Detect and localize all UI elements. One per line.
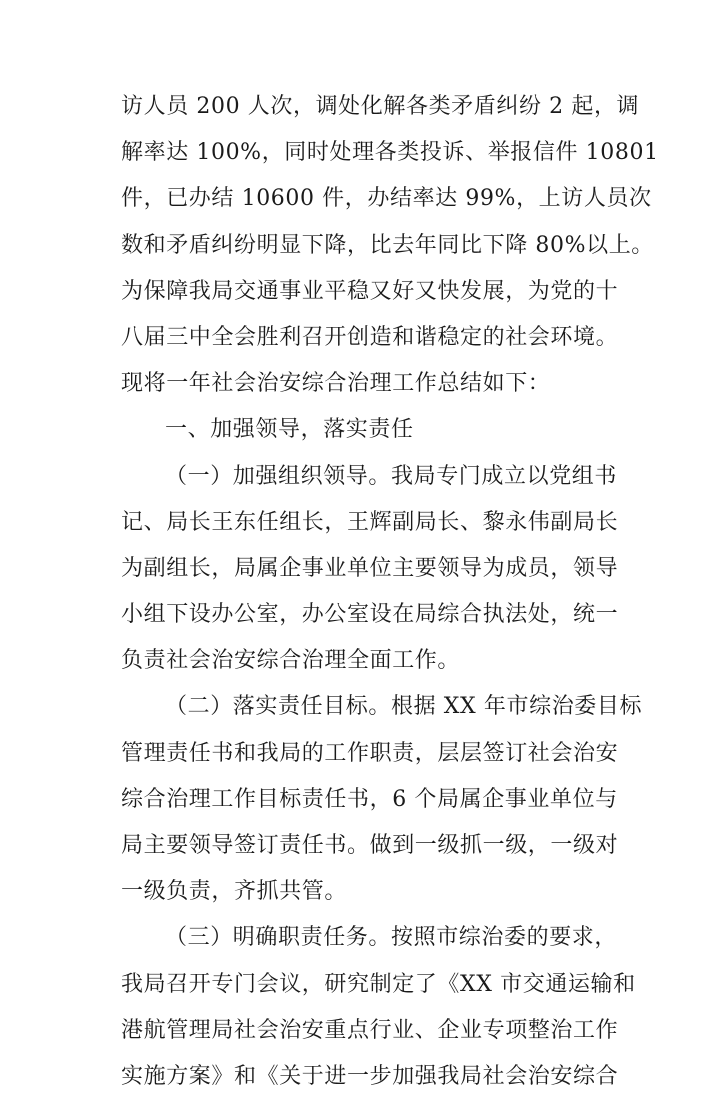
text-line: （一）加强组织领导。我局专门成立以党组书 [165,463,618,489]
text-line: 数和矛盾纠纷明显下降，比去年同比下降 80%以上。 [121,232,654,258]
text-line: 综合治理工作目标责任书，6 个局属企事业单位与 [121,786,618,812]
text-line: （三）明确职责任务。按照市综治委的要求， [165,925,618,951]
text-line: 访人员 200 人次，调处化解各类矛盾纠纷 2 起，调 [121,94,640,119]
text-line: 解率达 100%，同时处理各类投诉、举报信件 10801 [121,140,659,166]
text-line: 小组下设办公室，办公室设在局综合执法处，统一 [121,602,619,628]
text-line: 港航管理局社会治安重点行业、企业专项整治工作 [121,1017,619,1043]
text-line: 负责社会治安综合治理全面工作。 [121,648,461,674]
text-line: 为保障我局交通事业平稳又好又快发展，为党的十 [121,278,619,304]
text-line: 件，已办结 10600 件，办结率达 99%，上访人员次 [121,186,652,212]
text-line: 局主要领导签订责任书。做到一级抓一级，一级对 [121,833,619,858]
text-line: 管理责任书和我局的工作职责，层层签订社会治安 [121,740,619,766]
text-line: 记、局长王东任组长，王辉副局长、黎永伟副局长 [121,509,619,535]
text-line: 一级负责，齐抓共管。 [121,879,348,905]
text-line: 实施方案》和《关于进一步加强我局社会治安综合 [121,1063,619,1089]
text-line: （二）落实责任目标。根据 XX 年市综治委目标 [165,694,643,720]
text-line: 现将一年社会治安综合治理工作总结如下： [121,371,551,397]
text-line: 我局召开专门会议，研究制定了《XX 市交通运输和 [121,971,636,997]
text-line: 八届三中全会胜利召开创造和谐稳定的社会环境。 [121,324,619,350]
section-heading: 一、加强领导，落实责任 [165,417,414,443]
document-body [121,84,659,1100]
text-line: 为副组长，局属企事业单位主要领导为成员，领导 [121,555,619,581]
